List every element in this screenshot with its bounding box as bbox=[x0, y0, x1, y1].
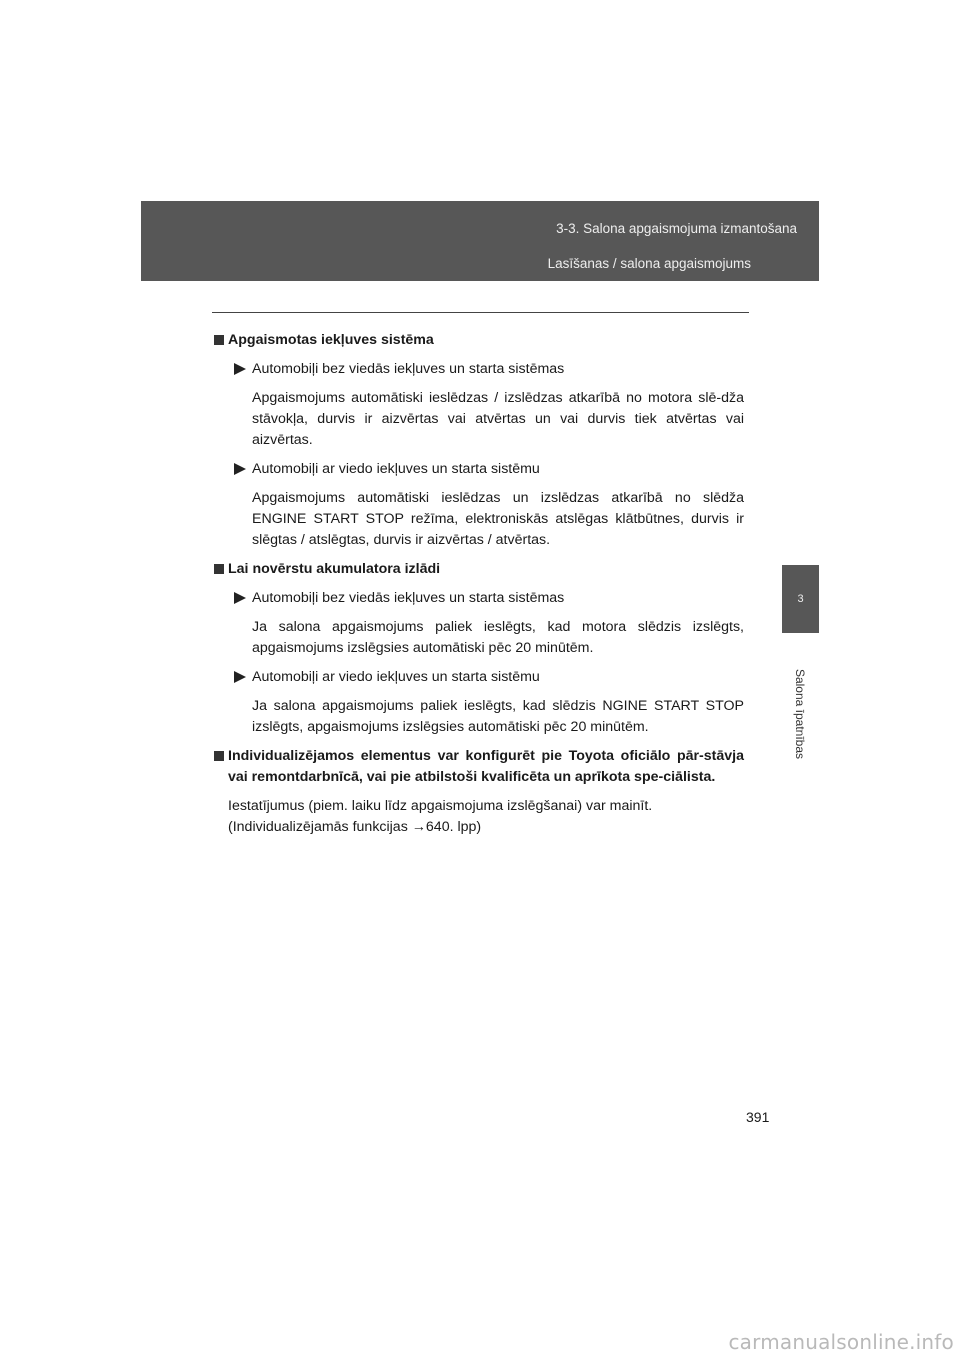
watermark: carmanualsonline.info bbox=[728, 1330, 954, 1354]
chapter-title: Salona īpatnības bbox=[793, 668, 807, 760]
section-heading: Individualizējamos elementus var konfigurēt pie Toyota oficiālo pār-stāvja vai remontdarbnīcā, vai pie atbilstoši kvalificēta un aprīkota spe-ciālista. bbox=[214, 746, 744, 788]
item-body: Apgaismojums automātiski ieslēdzas un izslēdzas atkarībā no slēdža ENGINE START STOP režīma, elektroniskās atslēgas klātbūtnes, durvis ir slēgtas / atslēgtas, durvis ir aizvērtas / atvērtas. bbox=[252, 490, 744, 548]
page-number: 391 bbox=[746, 1109, 770, 1125]
customization-paragraph bbox=[214, 796, 744, 838]
chapter-tab: 3 bbox=[782, 565, 819, 633]
cross-reference-link[interactable]: (Individualizējamās funkcijas →640. lpp) bbox=[228, 819, 482, 835]
item-body: Ja salona apgaismojums paliek ieslēgts, kad slēdzis NGINE START STOP izslēgts, apgaismojums izslēgsies automātiski pēc 20 minūtēm. bbox=[252, 698, 744, 735]
item-title: Automobiļi bez viedās iekļuves un starta sistēmas bbox=[214, 359, 744, 380]
item-body: Apgaismojums automātiski ieslēdzas / izslēdzas atkarībā no motora slē-dža stāvokļa, durvis ir aizvērtas vai atvērtas un vai durvis tiek atvērtas vai aizvērtas. bbox=[252, 390, 744, 448]
triangle-arrow-icon bbox=[234, 363, 246, 375]
triangle-arrow-icon bbox=[234, 463, 246, 475]
item-title: Automobiļi ar viedo iekļuves un starta sistēmu bbox=[214, 667, 744, 688]
header-band bbox=[141, 201, 819, 281]
header-subsection-title: Lasīšanas / salona apgaismojums bbox=[547, 256, 751, 271]
page-content bbox=[214, 330, 744, 846]
item-body: Ja salona apgaismojums paliek ieslēgts, kad motora slēdzis izslēgts, apgaismojums izslēgsies automātiski pēc 20 minūtēm. bbox=[252, 619, 744, 656]
item-title: Automobiļi ar viedo iekļuves un starta sistēmu bbox=[214, 459, 744, 480]
list-item bbox=[214, 359, 744, 451]
section-customization bbox=[214, 746, 744, 838]
square-bullet-icon bbox=[214, 335, 224, 345]
section-heading: Apgaismotas iekļuves sistēma bbox=[214, 330, 744, 351]
header-section-title: 3-3. Salona apgaismojuma izmantošana bbox=[556, 221, 797, 236]
square-bullet-icon bbox=[214, 564, 224, 574]
list-item bbox=[214, 667, 744, 738]
triangle-arrow-icon bbox=[234, 592, 246, 604]
list-item bbox=[214, 459, 744, 551]
section-heading: Lai novērstu akumulatora izlādi bbox=[214, 559, 744, 580]
section-battery-discharge bbox=[214, 559, 744, 738]
square-bullet-icon bbox=[214, 751, 224, 761]
paragraph-line: Iestatījumus (piem. laiku līdz apgaismojuma izslēgšanai) var mainīt. bbox=[228, 798, 653, 814]
triangle-arrow-icon bbox=[234, 671, 246, 683]
list-item bbox=[214, 588, 744, 659]
divider-rule bbox=[212, 312, 749, 313]
item-title: Automobiļi bez viedās iekļuves un starta sistēmas bbox=[214, 588, 744, 609]
section-illuminated-entry bbox=[214, 330, 744, 551]
